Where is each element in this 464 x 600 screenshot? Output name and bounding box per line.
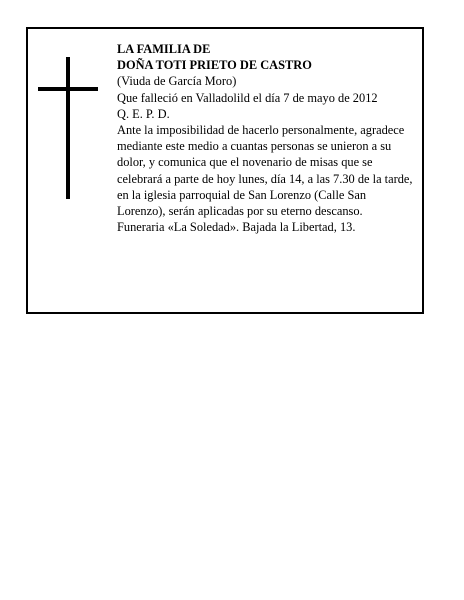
cross-icon	[38, 57, 98, 199]
funeral-home: Funeraria «La Soledad». Bajada la Libertad, 13.	[117, 220, 356, 235]
widow-note: (Viuda de García Moro)	[117, 74, 237, 89]
notice-body: Ante la imposibilidad de hacerlo personalmente, agradece mediante este medio a cuantas personas se unieron a su dolor, y comunica que el novenario de misas que se celebrará a parte de hoy lunes, día 14, a las 7.30 de la tarde, en la iglesia parroquial de San Lorenzo (Calle San Lorenzo), serán aplicadas por su eterno descanso.	[117, 123, 413, 219]
rip-text: Q. E. P. D.	[117, 106, 170, 121]
deceased-name: DOÑA TOTI PRIETO DE CASTRO	[117, 58, 312, 73]
cross-vertical-bar	[66, 57, 70, 199]
cross-horizontal-bar	[38, 87, 98, 91]
obituary-notice	[26, 27, 424, 314]
family-heading: LA FAMILIA DE	[117, 42, 211, 56]
death-date: Que falleció en Valladolild el día 7 de mayo de 2012	[117, 90, 378, 105]
notice-text	[117, 41, 417, 235]
